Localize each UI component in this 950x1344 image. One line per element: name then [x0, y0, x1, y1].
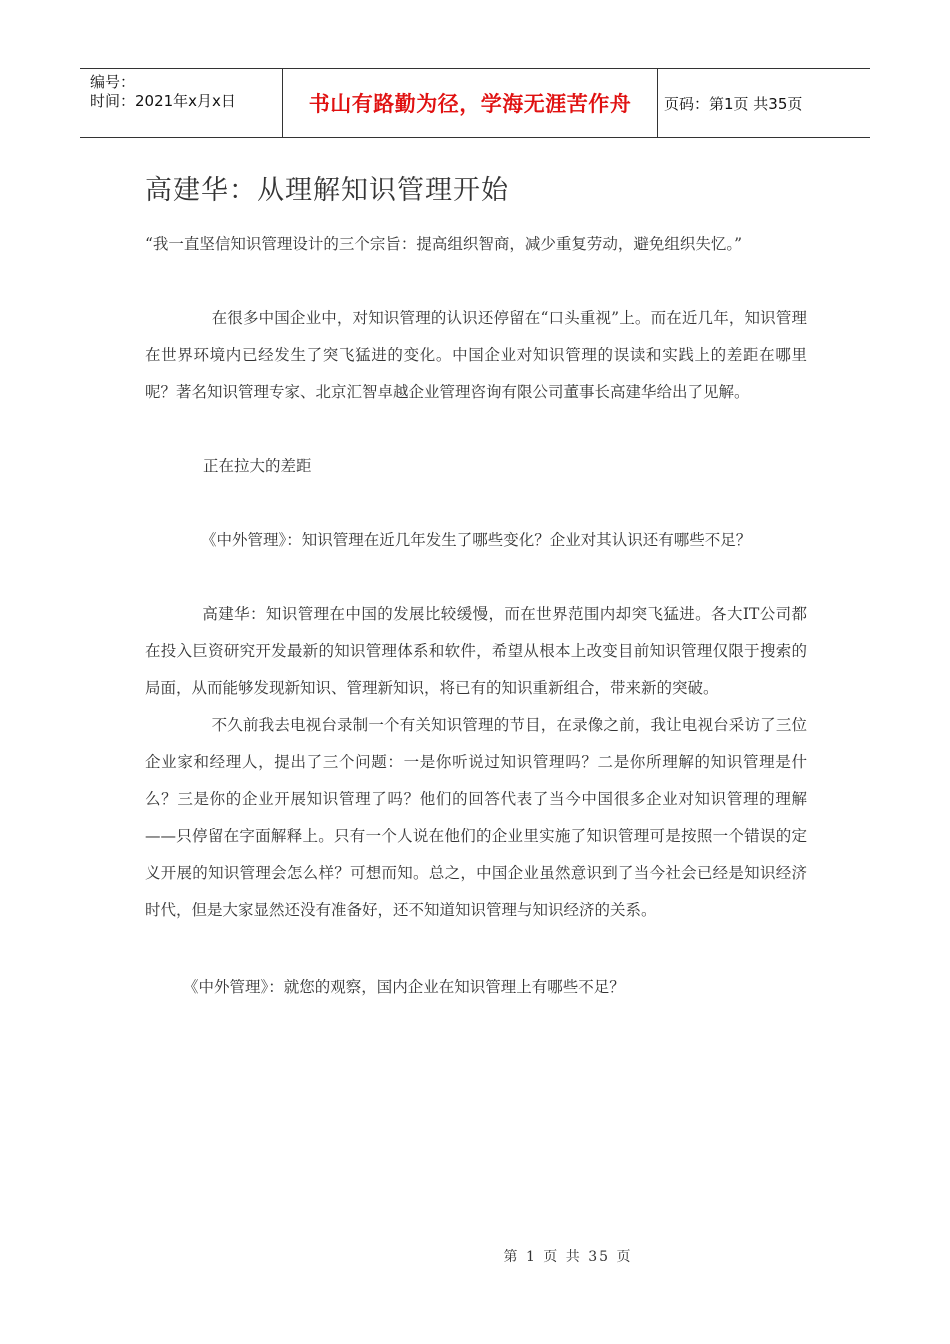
header-page-number: 页码：第1页 共35页 [664, 94, 803, 113]
interview-answer-1-continued: 不久前我去电视台录制一个有关知识管理的节目，在录像之前，我让电视台采访了三位企业家和经理人，提出了三个问题：一是你听说过知识管理吗？二是你所理解的知识管理是什么？三是你的企业开展知识管理了吗？他们的回答代表了当今中国很多企业对知识管理的理解——只停留在字面解释上。只有一个人说在他们的企业里实施了知识管理可是按照一个错误的定义开展的知识管理会怎么样？可想而知。总之，中国企业虽然意识到了当今社会已经是知识经济时代，但是大家显然还没有准备好，还不知道知识管理与知识经济的关系。 [145, 716, 807, 919]
header-page-cell [658, 69, 870, 137]
spacer [145, 559, 807, 596]
footer-page-number: 第 1 页 共 35 页 [503, 1249, 633, 1265]
interview-answer-1: 高建华：知识管理在中国的发展比较缓慢，而在世界范围内却突飞猛进。各大IT公司都在投入巨资研究开发最新的知识管理体系和软件，希望从根本上改变目前知识管理仅限于搜索的局面，从而能够发现新知识、管理新知识，将已有的知识重新组合，带来新的突破。 [145, 605, 807, 697]
interview-question-1: 《中外管理》：知识管理在近几年发生了哪些变化？企业对其认识还有哪些不足？ [201, 531, 752, 549]
spacer [145, 411, 807, 448]
spacer [145, 485, 807, 522]
interview-question-2: 《中外管理》：就您的观察，国内企业在知识管理上有哪些不足？ [183, 978, 625, 996]
header-meta [80, 69, 282, 137]
document-time-label: 时间：2021年x月x日 [90, 92, 236, 110]
spacer [145, 929, 807, 969]
intro-paragraph: 在很多中国企业中，对知识管理的认识还停留在“口头重视”上。而在近几年，知识管理在世界环境内已经发生了突飞猛进的变化。中国企业对知识管理的误读和实践上的差距在哪里呢？著名知识管理专家、北京汇智卓越企业管理咨询有限公司董事长高建华给出了见解。 [145, 309, 807, 401]
page-footer [0, 1246, 950, 1266]
header-motto-cell [282, 69, 658, 137]
document-number-label: 编号： [90, 73, 136, 91]
section-heading: 正在拉大的差距 [203, 457, 312, 475]
article-body [145, 226, 807, 1006]
header-motto: 书山有路勤为径，学海无涯苦作舟 [308, 92, 632, 116]
document-header [80, 68, 870, 138]
spacer [145, 263, 807, 300]
article-title: 高建华：从理解知识管理开始 [145, 175, 509, 206]
article-quote: “我一直坚信知识管理设计的三个宗旨：提高组织智商，减少重复劳动，避免组织失忆。” [145, 235, 743, 253]
